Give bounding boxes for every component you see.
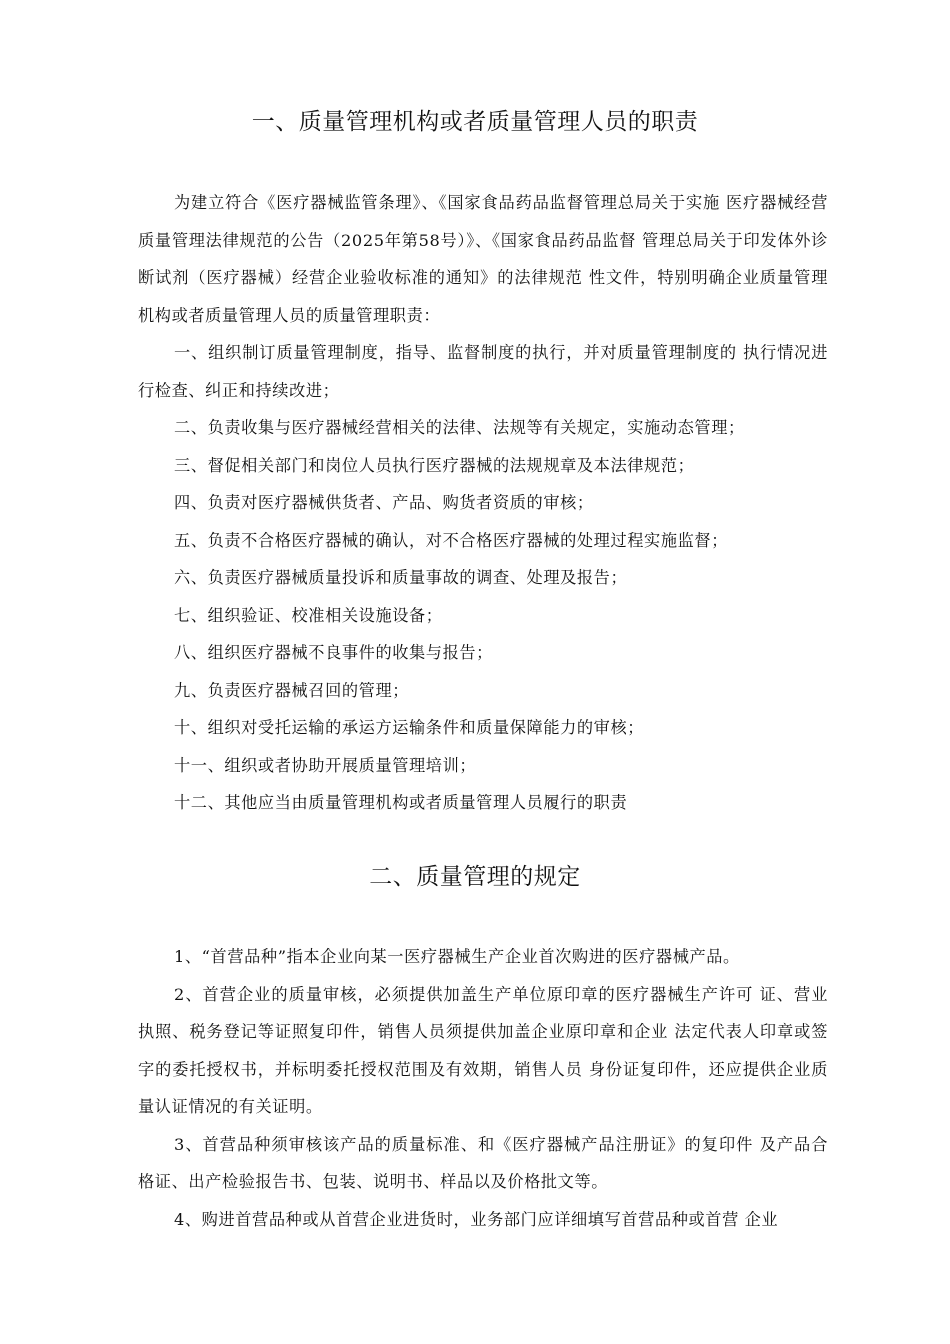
duty-item-2: 二、负责收集与医疗器械经营相关的法律、法规等有关规定，实施动态管理； bbox=[174, 418, 745, 437]
duty-item-9: 九、负责医疗器械召回的管理； bbox=[174, 680, 410, 700]
rule-item-4: 4、购进首营品种或从首营企业进货时，业务部门应详细填写首营品种或首营 企业 bbox=[174, 1209, 779, 1229]
duty-item-1: 一、组织制订质量管理制度，指导、监督制度的执行，并对质量管理制度的 执行情况进行检查、纠正和持续改进； bbox=[138, 343, 828, 400]
duty-item-4: 四、负责对医疗器械供货者、产品、购货者资质的审核； bbox=[174, 493, 594, 512]
duty-item-11: 十一、组织或者协助开展质量管理培训； bbox=[174, 755, 477, 775]
rule-item-3: 3、首营品种须审核该产品的质量标准、和《医疗器械产品注册证》的复印件 及产品合格证、出产检验报告书、包装、说明书、样品以及价格批文等。 bbox=[138, 1134, 828, 1191]
section-1-body bbox=[138, 184, 828, 822]
duty-item-3: 三、督促相关部门和岗位人员执行医疗器械的法规规章及本法律规范； bbox=[174, 455, 695, 475]
section-1-title: 一、质量管理机构或者质量管理人员的职责 bbox=[251, 109, 699, 135]
duty-item-10: 十、组织对受托运输的承运方运输条件和质量保障能力的审核； bbox=[174, 718, 645, 737]
rule-item-1: 1、“首营品种”指本企业向某一医疗器械生产企业首次购进的医疗器械产品。 bbox=[174, 947, 740, 966]
section-2-body bbox=[138, 938, 828, 1238]
duty-item-5: 五、负责不合格医疗器械的确认，对不合格医疗器械的处理过程实施监督； bbox=[174, 530, 728, 550]
duty-item-12: 十二、其他应当由质量管理机构或者质量管理人员履行的职责 bbox=[174, 793, 628, 812]
section-2-title: 二、质量管理的规定 bbox=[369, 864, 581, 890]
duty-item-7: 七、组织验证、校准相关设施设备； bbox=[174, 605, 443, 625]
rule-item-2: 2、首营企业的质量审核，必须提供加盖生产单位原印章的医疗器械生产许可 证、营业执照、税务登记等证照复印件，销售人员须提供加盖企业原印章和企业 法定代表人印章或签字的委托授权书，并标明委托授权范围及有效期，销售人员 身份证复印件，还应提供企业质量认证情况的有关证明。 bbox=[138, 984, 828, 1116]
duty-item-6: 六、负责医疗器械质量投诉和质量事故的调查、处理及报告； bbox=[174, 568, 628, 587]
duty-item-8: 八、组织医疗器械不良事件的收集与报告； bbox=[174, 643, 493, 662]
section-1-intro: 为建立符合《医疗器械监管条理》、《国家食品药品监督管理总局关于实施 医疗器械经营质量管理法律规范的公告（2025年第58号）》、《国家食品药品监督 管理总局关于印发体外诊断试剂（医疗器械）经营企业验收标准的通知》的法律规范 性文件，特别明确企业质量管理机构或者质量管理人员的质量管理职责： bbox=[138, 193, 828, 325]
